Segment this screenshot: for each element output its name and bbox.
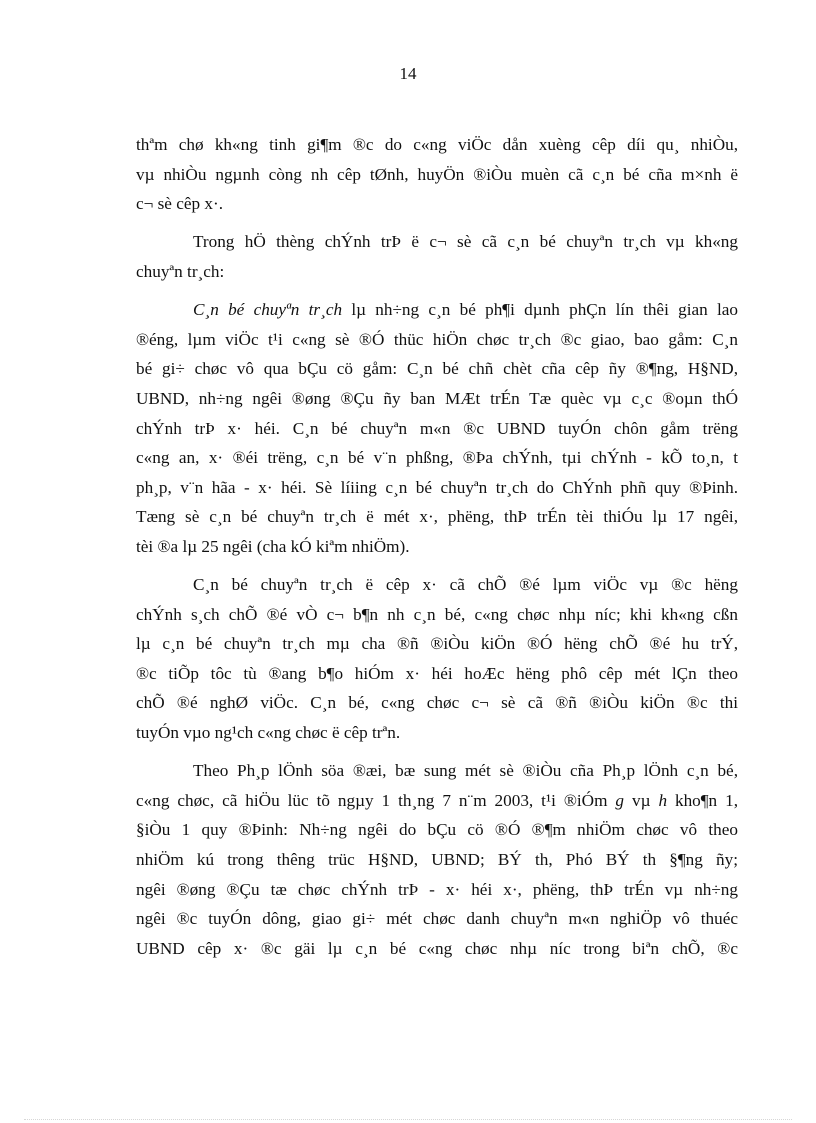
text-line: Trong hÖ thèng chÝnh trÞ ë c¬ sè cã c¸n bé chuyªn tr¸ch vµ kh«ng [193, 232, 738, 252]
text-line: lµ c¸n bé chuyªn tr¸ch mµ cha ®ñ ®iÒu kiÖn ®Ó hëng chÕ ®é hu trÝ, [136, 634, 738, 654]
text-line: nhiÖm kú trong thêng trüc H§ND, UBND; BÝ th, Phó BÝ th §¶ng ñy; [136, 850, 738, 870]
text-line: bé gi÷ chøc vô qua bÇu cö gåm: C¸n bé chñ chèt cña cêp ñy ®¶ng, H§ND, [136, 359, 738, 379]
text-line: ph¸p, v¨n hãa - x· héi. Sè líiing c¸n bé chuyªn tr¸ch do ChÝnh phñ quy ®Þinh. [136, 477, 738, 497]
text-line: c«ng an, x· ®éi trëng, c¸n bé v¨n phßng, ®Þa chÝnh, tµi chÝnh - kÕ to¸n, t [136, 448, 738, 468]
text-line: UBND cêp x· ®c gäi lµ c¸n bé c«ng chøc nhµ níc trong biªn chÕ, ®c [136, 938, 738, 958]
paragraph-3 [136, 295, 738, 561]
text-line: Tæng sè c¸n bé chuyªn tr¸ch ë mét x·, phëng, thÞ trÉn tèi thiÓu lµ 17 ngêi, [136, 507, 738, 527]
text-line: tèi ®a lµ 25 ngêi (cha kÓ kiªm nhiÖm). [136, 536, 410, 556]
paragraph-1 [136, 130, 738, 219]
text-line: ngêi ®øng ®Çu tæ chøc chÝnh trÞ - x· héi x·, phëng, thÞ trÉn vµ nh÷ng [136, 879, 738, 899]
text-line: chÕ ®é nghØ viÖc. C¸n bé, c«ng chøc c¬ sè cã ®ñ ®iÒu kiÖn ®c thi [136, 693, 738, 713]
page-number: 14 [399, 64, 417, 83]
paragraph-4 [136, 570, 738, 748]
text-line: chuyªn tr¸ch: [136, 261, 225, 281]
text-line: c«ng chøc, cã hiÖu lüc tõ ngµy 1 th¸ng 7 n¨m 2003, t¹i ®iÓm g vµ h kho¶n 1, [136, 790, 739, 810]
text-line: §iÒu 1 quy ®Þinh: Nh÷ng ngêi do bÇu cö ®Ó ®¶m nhiÖm chøc vô theo [136, 820, 738, 840]
text-line: C¸n bé chuyªn tr¸ch ë cêp x· cã chÕ ®é lµm viÖc vµ ®c hëng [193, 575, 738, 595]
text-run: lµ nh÷ng c¸n bé ph¶i dµnh phÇn lín thêi gian lao [342, 300, 738, 320]
paragraph-2 [136, 227, 738, 286]
page-bottom-divider [24, 1119, 792, 1120]
paragraph-5 [136, 756, 738, 963]
text-line: vµ nhiÒu ngµnh còng nh cêp tØnh, huyÖn ®iÒu muèn cã c¸n bé cña m×nh ë [136, 164, 738, 184]
text-line: ®c tiÕp tôc tù ®ang b¶o hiÓm x· héi hoÆc hëng phô cêp mét lÇn theo [136, 663, 738, 683]
italic-letter: h [658, 790, 668, 810]
text-line: chÝnh s¸ch chÕ ®é vÒ c¬ b¶n nh c¸n bé, c«ng chøc nhµ níc; khi kh«ng cßn [136, 604, 738, 624]
body-text [136, 130, 738, 963]
text-line: ngêi ®c tuyÓn dông, giao gi÷ mét chøc danh chuyªn m«n nghiÖp vô thuéc [136, 909, 738, 929]
text-line: thªm chø kh«ng tinh gi¶m ®c do c«ng viÖc dån xuèng cêp díi qu¸ nhiÒu, [136, 135, 738, 154]
text-line: ®éng, lµm viÖc t¹i c«ng sè ®Ó thüc hiÖn chøc tr¸ch ®c giao, bao gåm: C¸n [136, 329, 738, 349]
text-line: c¬ sè cêp x·. [136, 194, 223, 214]
text-line [136, 295, 738, 325]
italic-term: C¸n bé chuyªn tr¸ch [193, 300, 343, 320]
text-line: Theo Ph¸p lÖnh söa ®æi, bæ sung mét sè ®iÒu cña Ph¸p lÖnh c¸n bé, [193, 761, 738, 781]
text-line: chÝnh trÞ x· héi. C¸n bé chuyªn m«n ®c UBND tuyÓn chôn gåm trëng [136, 418, 738, 438]
text-line: tuyÓn vµo ng¹ch c«ng chøc ë cêp trªn. [136, 723, 401, 743]
italic-letter: g [615, 790, 625, 810]
text-line: UBND, nh÷ng ngêi ®øng ®Çu ñy ban MÆt trÉn Tæ quèc vµ c¸c ®oµn thÓ [136, 388, 738, 408]
